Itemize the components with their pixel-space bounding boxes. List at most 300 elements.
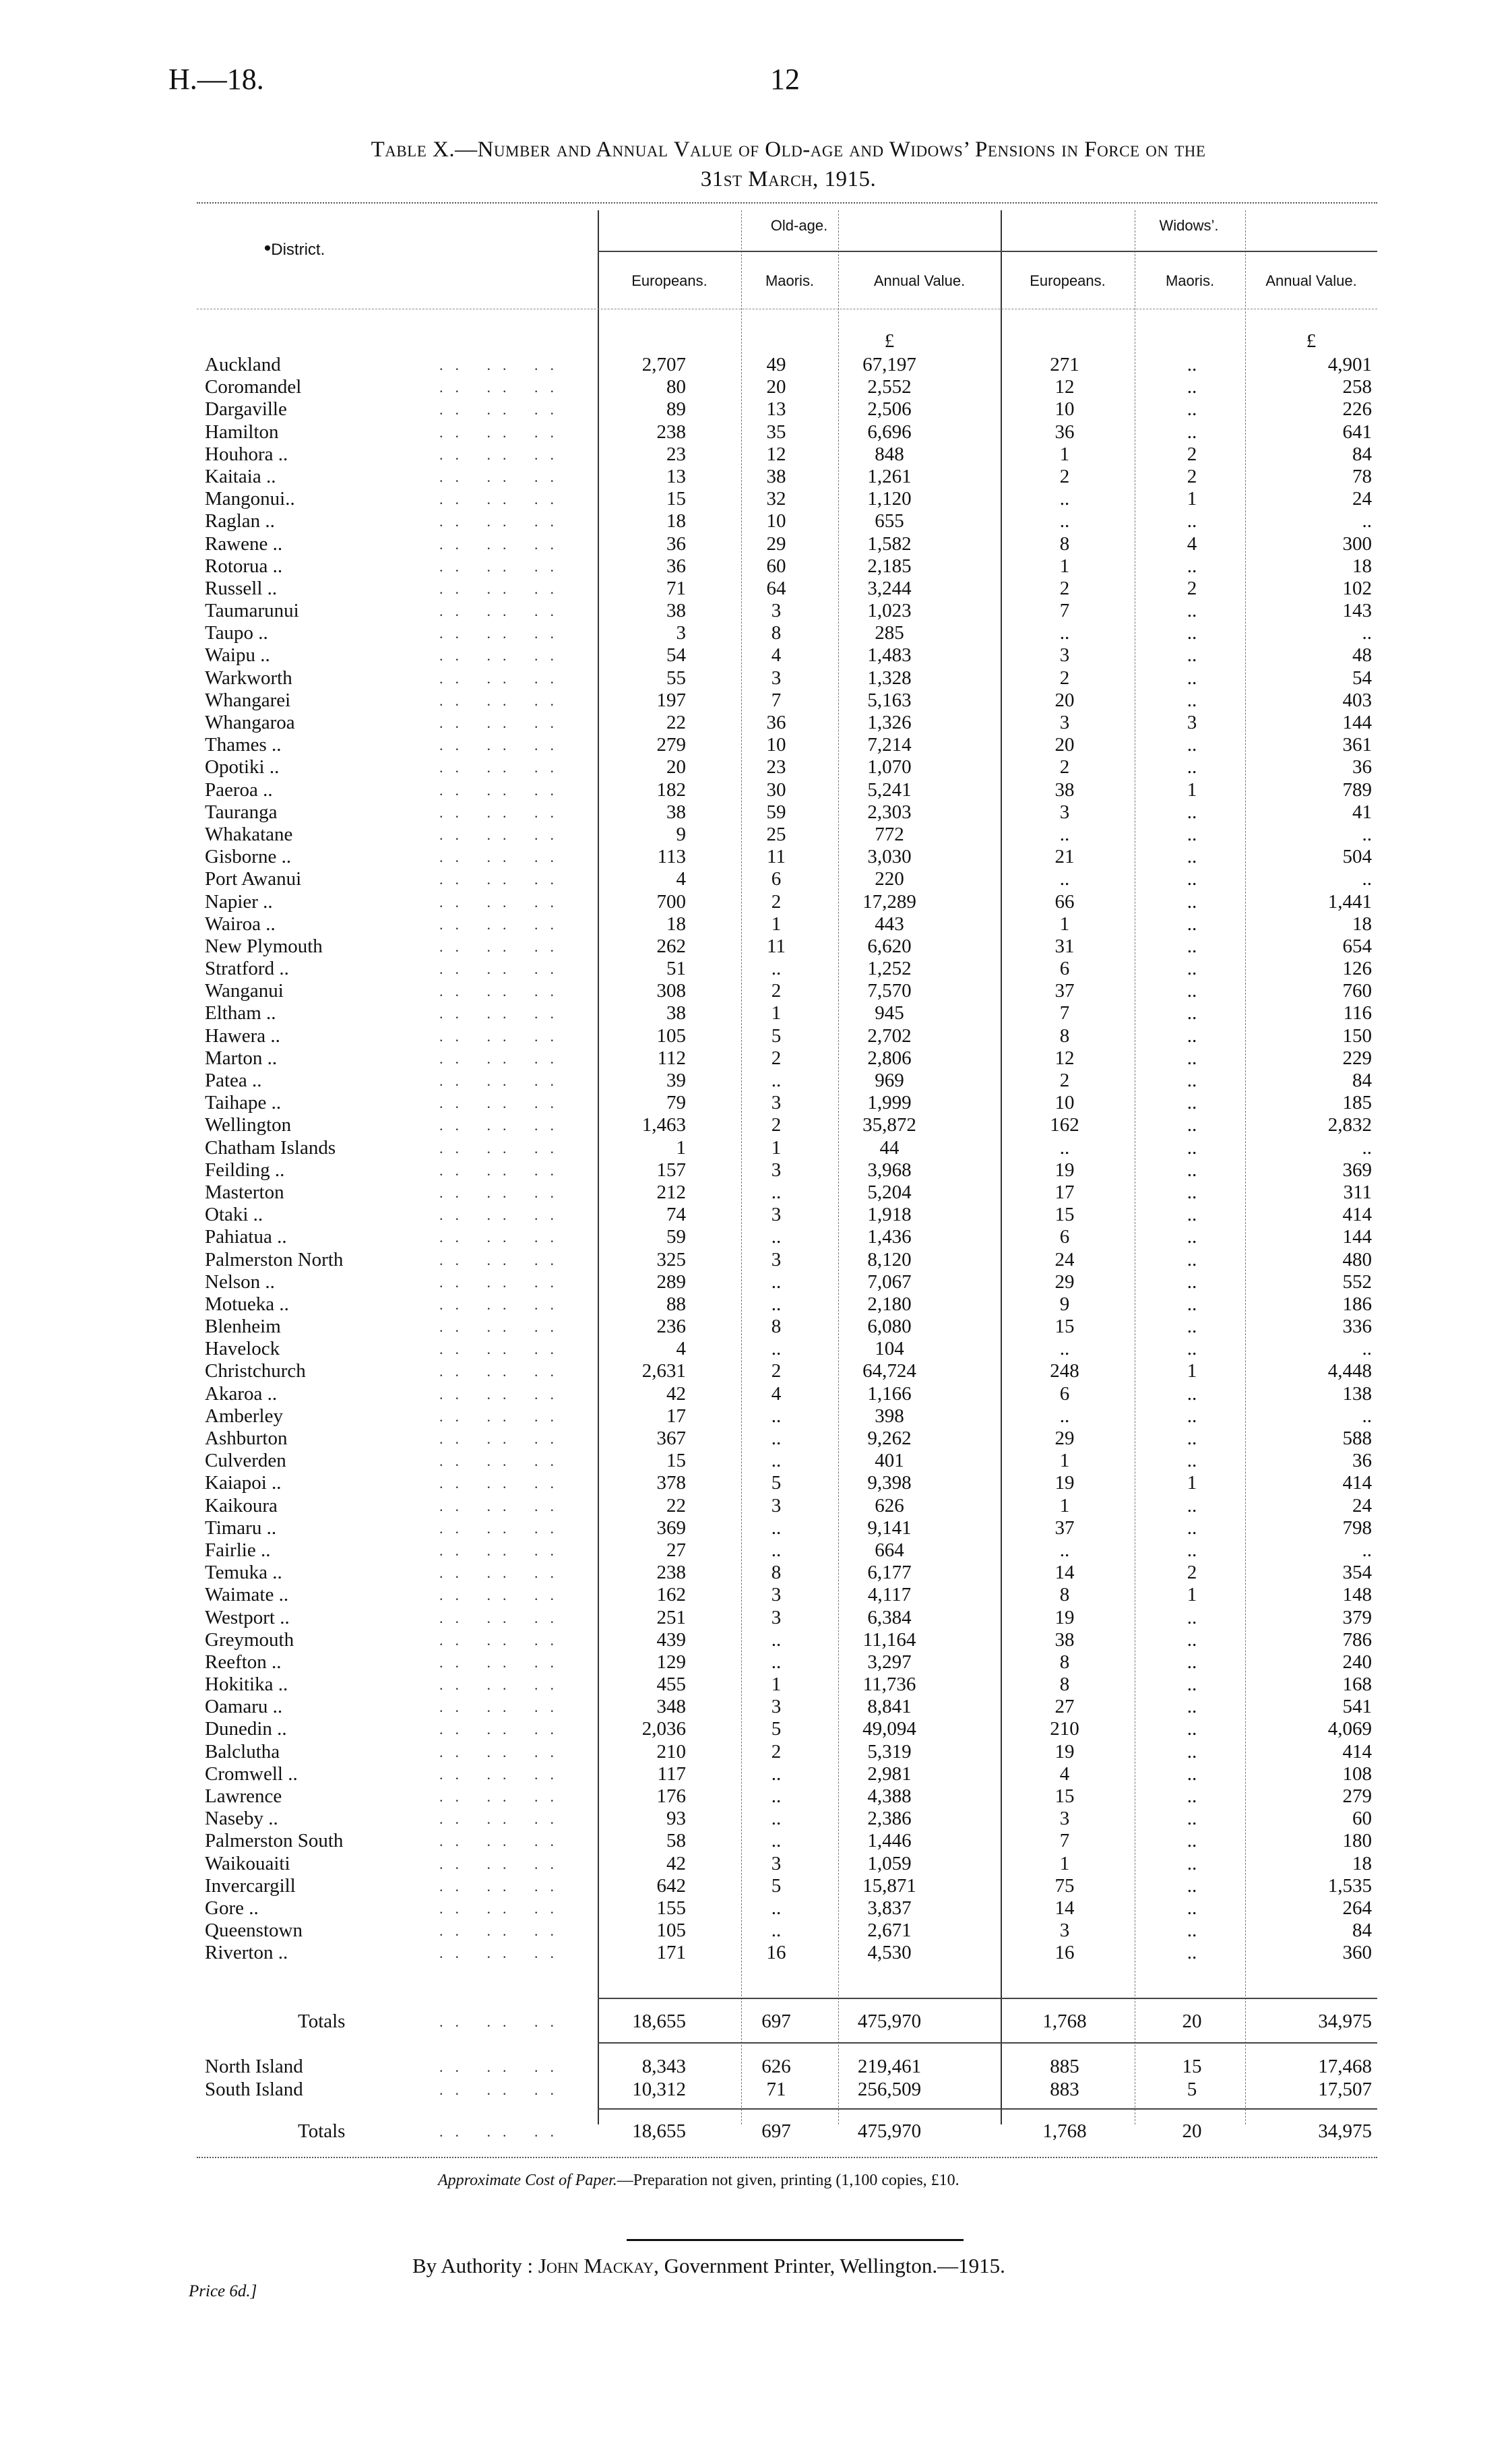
old-age-maoris: 4 [771,644,782,667]
printer-name: John Mackay, [538,2254,659,2277]
table-row [197,980,1377,1002]
district-name: Eltham .. [205,1002,276,1024]
widows-maoris: .. [1187,1204,1197,1226]
widows-europeans: 19 [1054,1472,1075,1494]
old-age-europeans: 3 [676,622,686,644]
pension-table [197,202,1377,2143]
leader-dots: .. .. .. [439,2081,566,2098]
old-age-maoris: 64 [766,577,786,599]
old-age-europeans: 8,343 [641,2056,686,2077]
table-row [197,1405,1377,1428]
widows-europeans: 6 [1059,958,1070,980]
widows-maoris: .. [1187,600,1197,622]
district-name: Kaitaia .. [205,465,276,487]
district-name: Culverden [205,1450,286,1472]
old-age-annual-value: 4,530 [867,1942,912,1964]
widows-europeans: 38 [1054,778,1075,801]
widows-maoris: .. [1187,1270,1197,1293]
old-age-europeans: 700 [656,890,686,913]
widows-maoris: .. [1187,1002,1197,1024]
district-rows [197,354,1377,1965]
widows-europeans: 10 [1054,1092,1075,1114]
old-age-europeans: 42 [666,1382,686,1405]
old-age-maoris: 8 [771,1316,782,1338]
old-age-maoris: 3 [771,1092,782,1114]
widows-maoris: .. [1187,1718,1197,1740]
old-age-annual-value: 6,620 [867,935,912,957]
old-age-europeans: 17 [666,1405,686,1427]
leader-dots: .. .. .. [439,1541,566,1559]
table-row [197,488,1377,510]
old-age-europeans: 105 [656,1024,686,1047]
district-name: Opotiki .. [205,756,280,778]
widows-maoris: 20 [1182,2011,1202,2032]
bullet-mark: • [263,237,272,259]
old-age-europeans: 55 [666,667,686,689]
old-age-maoris: 38 [766,465,786,487]
widows-maoris: .. [1187,1405,1197,1427]
old-age-annual-value: 67,197 [862,354,916,375]
title-line-1: Table X.—Number and Annual Value of Old-age and Widows’ Pensions in Force on the [371,137,1206,162]
old-age-europeans: 42 [666,1852,686,1874]
leader-dots: .. .. .. [439,535,566,553]
old-age-maoris: 5 [771,1718,782,1740]
old-age-maoris: .. [771,1270,782,1293]
widows-annual-value: 279 [1342,1785,1372,1807]
old-age-europeans: 59 [666,1226,686,1248]
district-name: Whangarei [205,689,291,711]
old-age-annual-value: 1,261 [867,465,912,487]
district-name: Tauranga [205,801,278,823]
old-age-europeans: 89 [666,398,686,421]
leader-dots: .. .. .. [439,2013,566,2030]
old-age-annual-value: 3,244 [867,577,912,599]
old-age-europeans: 378 [656,1472,686,1494]
widows-annual-value: 102 [1342,577,1372,599]
leader-dots: .. .. .. [439,401,566,419]
old-age-europeans: 1 [676,1136,686,1159]
widows-annual-value: 84 [1352,1920,1372,1942]
old-age-maoris: 2 [771,1360,782,1382]
leader-dots: .. .. .. [439,826,566,843]
widows-annual-value: 41 [1352,801,1372,823]
old-age-maoris: .. [771,1428,782,1449]
leader-dots: .. .. .. [439,893,566,911]
old-age-annual-value: 443 [875,913,904,935]
widows-maoris: .. [1187,1763,1197,1785]
widows-europeans: 3 [1059,712,1070,733]
leader-dots: .. .. .. [439,1609,566,1626]
table-row [197,1607,1377,1629]
old-age-maoris: 1 [771,1674,782,1696]
district-name: Masterton [205,1181,284,1203]
old-age-maoris: 1 [771,1136,782,1159]
old-age-europeans: 1,463 [641,1114,686,1136]
leader-dots: .. .. .. [439,1855,566,1872]
widows-maoris: 2 [1187,465,1197,487]
widows-europeans: 162 [1050,1114,1079,1136]
table-row [197,689,1377,712]
table-row [197,1182,1377,1204]
old-age-annual-value: 8,120 [867,1248,912,1270]
leader-dots: .. .. .. [439,1430,566,1447]
widows-europeans: 12 [1054,1047,1075,1069]
old-age-maoris: 3 [771,600,782,622]
widows-europeans: .. [1059,622,1070,644]
leader-dots: .. .. .. [439,513,566,530]
widows-maoris: .. [1187,510,1197,532]
district-name: North Island [205,2056,303,2077]
widows-europeans: 1 [1059,555,1070,577]
old-age-europeans: 238 [656,1562,686,1584]
old-age-maoris: 5 [771,1024,782,1047]
table-row [197,398,1377,421]
old-age-annual-value: 1,328 [867,667,912,689]
leader-dots: .. .. .. [439,1139,566,1157]
leader-dots: .. .. .. [439,1206,566,1224]
old-age-annual-value: 6,177 [867,1562,912,1584]
district-name: Kaiapoi .. [205,1472,282,1494]
widows-annual-value: 116 [1343,1002,1372,1024]
old-age-maoris: 11 [767,846,786,868]
widows-maoris: .. [1187,1248,1197,1270]
district-name: Raglan .. [205,510,275,532]
district-name: Balclutha [205,1740,280,1763]
widows-europeans: 8 [1059,532,1070,555]
old-age-maoris: .. [771,1338,782,1360]
widows-annual-value: 311 [1343,1181,1372,1203]
widows-maoris: .. [1187,980,1197,1002]
widows-annual-value: 18 [1352,913,1372,935]
old-age-annual-value: 3,837 [867,1897,912,1919]
widows-maoris: .. [1187,1539,1197,1561]
widows-annual-value: 2,832 [1327,1114,1372,1136]
widows-europeans: 1 [1059,1852,1070,1874]
old-age-maoris: .. [771,1785,782,1807]
widows-europeans: 3 [1059,801,1070,823]
district-name: Paeroa .. [205,778,273,801]
leader-dots: .. .. .. [439,379,566,396]
district-name: Kaikoura [205,1494,278,1516]
district-name: Coromandel [205,376,302,398]
old-age-maoris: 1 [771,1002,782,1024]
old-age-europeans: 36 [666,532,686,555]
district-name: Temuka .. [205,1562,282,1584]
leader-dots: .. .. .. [439,781,566,799]
old-age-annual-value: 3,968 [867,1159,912,1181]
widows-maoris: .. [1187,1674,1197,1696]
leader-dots: .. .. .. [439,1049,566,1067]
totals-rule [598,1998,1377,1999]
district-name: Reefton .. [205,1651,282,1673]
widows-europeans: 19 [1054,1159,1075,1181]
table-row [197,1897,1377,1920]
district-name: Otaki .. [205,1204,263,1226]
widows-maoris-header: Maoris. [1165,272,1215,289]
widows-annual-value: 1,441 [1327,890,1372,913]
old-age-annual-value: 969 [875,1070,904,1091]
table-row [197,1495,1377,1517]
totals-line [197,2120,1377,2143]
old-age-annual-value: 6,080 [867,1316,912,1338]
old-age-maoris: 30 [766,778,786,801]
widows-annual-value-header: Annual Value. [1265,272,1357,289]
old-age-annual-value: 8,841 [867,1696,912,1718]
old-age-annual-value: 1,023 [867,600,912,622]
old-age-maoris: 49 [766,354,786,375]
widows-annual-value: 264 [1342,1897,1372,1919]
old-age-annual-value: 398 [875,1405,904,1427]
widows-europeans: 1,768 [1042,2120,1087,2142]
old-age-europeans: 10,312 [632,2079,686,2100]
widows-europeans: .. [1059,1405,1070,1427]
table-row [197,1249,1377,1271]
price: Price 6d.] [189,2282,257,2300]
old-age-annual-value: 4,117 [867,1584,912,1606]
table-row [197,1047,1377,1070]
leader-dots: .. .. .. [439,692,566,709]
leader-dots: .. .. .. [439,983,566,1000]
widows-maoris: 15 [1182,2056,1202,2077]
old-age-europeans: 4 [676,868,686,890]
old-age-annual-value: 285 [875,622,904,644]
old-age-europeans: 23 [666,443,686,465]
leader-dots: .. .. .. [439,1452,566,1470]
old-age-maoris: 3 [771,1606,782,1628]
leader-dots: .. .. .. [439,1788,566,1805]
widows-europeans: .. [1059,1338,1070,1360]
widows-maoris: 20 [1182,2120,1202,2142]
widows-annual-value: 414 [1342,1740,1372,1763]
widows-maoris: .. [1187,689,1197,711]
old-age-maoris: 20 [766,376,786,398]
leader-dots: .. .. .. [439,1251,566,1268]
old-age-annual-value: 1,252 [867,958,912,980]
widows-maoris: .. [1187,801,1197,823]
old-age-annual-value: 64,724 [862,1360,916,1382]
old-age-europeans: 367 [656,1428,686,1449]
widows-maoris: 1 [1187,488,1197,510]
table-row [197,1651,1377,1674]
authority-line [412,2254,1005,2278]
widows-annual-value: 24 [1352,488,1372,510]
widows-europeans: 883 [1050,2079,1079,2100]
old-age-annual-value: 401 [875,1450,904,1472]
table-row [197,1159,1377,1182]
district-name: Hamilton [205,421,279,443]
widows-europeans: .. [1059,823,1070,845]
table-row [197,376,1377,398]
leader-dots: .. .. .. [439,1005,566,1022]
old-age-annual-value: 9,141 [867,1516,912,1539]
table-row [197,1204,1377,1226]
old-age-maoris: 697 [761,2011,791,2032]
widows-annual-value: 54 [1352,667,1372,689]
leader-dots: .. .. .. [439,1765,566,1783]
district-name: Taumarunui [205,600,299,622]
old-age-maoris: 8 [771,622,782,644]
leader-dots: .. .. .. [439,1363,566,1380]
old-age-europeans: 157 [656,1159,686,1181]
old-age-header: Old-age. [770,217,828,234]
widows-annual-value: 403 [1342,689,1372,711]
old-age-maoris: 36 [766,712,786,733]
old-age-annual-value: 1,483 [867,644,912,667]
old-age-maoris: .. [771,1763,782,1785]
district-name: Havelock [205,1338,280,1360]
widows-europeans: 4 [1059,1763,1070,1785]
leader-dots: .. .. .. [439,1295,566,1313]
district-name: Napier .. [205,890,273,913]
district-name: New Plymouth [205,935,323,957]
table-row [197,1942,1377,1964]
widows-europeans: .. [1059,488,1070,510]
widows-maoris: .. [1187,913,1197,935]
leader-dots: .. .. .. [439,1475,566,1492]
old-age-europeans: 289 [656,1270,686,1293]
old-age-europeans: 176 [656,1785,686,1807]
table-row [197,1316,1377,1338]
widows-annual-value: 541 [1342,1696,1372,1718]
table-bottom-rule [197,2157,1377,2158]
widows-annual-value: 144 [1342,712,1372,733]
old-age-maoris: 626 [761,2056,791,2077]
table-row [197,1584,1377,1606]
old-age-europeans: 22 [666,1494,686,1516]
old-age-maoris: .. [771,1539,782,1561]
district-name: Timaru .. [205,1516,277,1539]
widows-annual-value: 17,507 [1318,2079,1372,2100]
widows-maoris: .. [1187,421,1197,443]
widows-europeans: 8 [1059,1651,1070,1673]
leader-dots: .. .. .. [439,1676,566,1694]
old-age-annual-value: 2,806 [867,1047,912,1069]
district-name: Hawera .. [205,1024,280,1047]
table-row [197,555,1377,578]
old-age-maoris: 3 [771,1584,782,1606]
widows-maoris: .. [1187,1651,1197,1673]
leader-dots: .. .. .. [439,1072,566,1089]
old-age-maoris: .. [771,1651,782,1673]
table-row [197,734,1377,756]
district-name: Fairlie .. [205,1539,271,1561]
old-age-annual-value: 2,185 [867,555,912,577]
leader-dots: .. .. .. [439,803,566,821]
old-age-annual-value: 35,872 [862,1114,916,1136]
widows-europeans: 15 [1054,1204,1075,1226]
widows-europeans: .. [1059,1136,1070,1159]
district-name: Pahiatua .. [205,1226,287,1248]
district-name: Dunedin .. [205,1718,287,1740]
widows-maoris: .. [1187,1024,1197,1047]
table-row [197,1830,1377,1852]
old-age-europeans: 171 [656,1942,686,1964]
leader-dots: .. .. .. [439,871,566,888]
widows-europeans: 1 [1059,913,1070,935]
old-age-annual-value: 5,204 [867,1181,912,1203]
district-name: Wairoa .. [205,913,276,935]
table-row [197,510,1377,532]
district-name: Stratford .. [205,958,289,980]
table-row [197,1293,1377,1316]
old-age-europeans: 308 [656,980,686,1002]
widows-maoris: .. [1187,622,1197,644]
table-row [197,1763,1377,1785]
district-name: Akaroa .. [205,1382,278,1405]
old-age-europeans: 93 [666,1808,686,1830]
old-age-annual-value: 626 [875,1494,904,1516]
leader-dots: .. .. .. [439,491,566,508]
widows-annual-value: 4,901 [1327,354,1372,375]
widows-maoris: .. [1187,1428,1197,1449]
old-age-europeans: 439 [656,1628,686,1651]
district-name: Blenheim [205,1316,281,1338]
widows-header: Widows’. [1159,217,1219,234]
table-row [197,1338,1377,1360]
district-name: Hokitika .. [205,1674,288,1696]
widows-europeans: 20 [1054,689,1075,711]
leader-dots: .. .. .. [439,423,566,441]
widows-annual-value: 336 [1342,1316,1372,1338]
old-age-europeans: 155 [656,1897,686,1919]
old-age-maoris: 2 [771,1114,782,1136]
table-row [197,1070,1377,1092]
widows-maoris: .. [1187,1226,1197,1248]
old-age-europeans: 18 [666,913,686,935]
district-name: Russell .. [205,577,278,599]
old-age-annual-value: 2,180 [867,1293,912,1315]
old-age-europeans: 18 [666,510,686,532]
old-age-annual-value: 49,094 [862,1718,916,1740]
table-row [197,756,1377,778]
widows-maoris: .. [1187,1942,1197,1964]
widows-europeans: 210 [1050,1718,1079,1740]
widows-annual-value: 4,448 [1327,1360,1372,1382]
leader-dots: .. .. .. [439,669,566,687]
old-age-maoris: 32 [766,488,786,510]
table-row [197,1226,1377,1248]
old-age-annual-value: 848 [875,443,904,465]
page-number: 12 [770,63,800,96]
widows-annual-value: 480 [1342,1248,1372,1270]
header-group-rule [598,251,1377,252]
district-name: Houhora .. [205,443,288,465]
widows-annual-value: 760 [1342,980,1372,1002]
district-name: Totals [298,2120,346,2142]
district-name: Auckland [205,354,281,375]
cost-footnote [438,2172,959,2190]
widows-maoris: 2 [1187,443,1197,465]
table-row [197,354,1377,376]
old-age-europeans: 325 [656,1248,686,1270]
widows-annual-value: 354 [1342,1562,1372,1584]
district-name: Cromwell .. [205,1763,298,1785]
widows-europeans: 271 [1050,354,1079,375]
table-row [197,600,1377,622]
old-age-maoris: 3 [771,1204,782,1226]
widows-maoris: .. [1187,1785,1197,1807]
widows-maoris: .. [1187,1136,1197,1159]
grand-totals-rule [598,2108,1377,2110]
table-row [197,958,1377,980]
district-name: Amberley [205,1405,283,1427]
old-age-annual-value: 6,696 [867,421,912,443]
widows-annual-value: 108 [1342,1763,1372,1785]
widows-annual-value: .. [1362,1136,1372,1159]
leader-dots: .. .. .. [439,625,566,642]
old-age-maoris: .. [771,1516,782,1539]
footnote-label: Approximate Cost of Paper. [438,2172,617,2189]
